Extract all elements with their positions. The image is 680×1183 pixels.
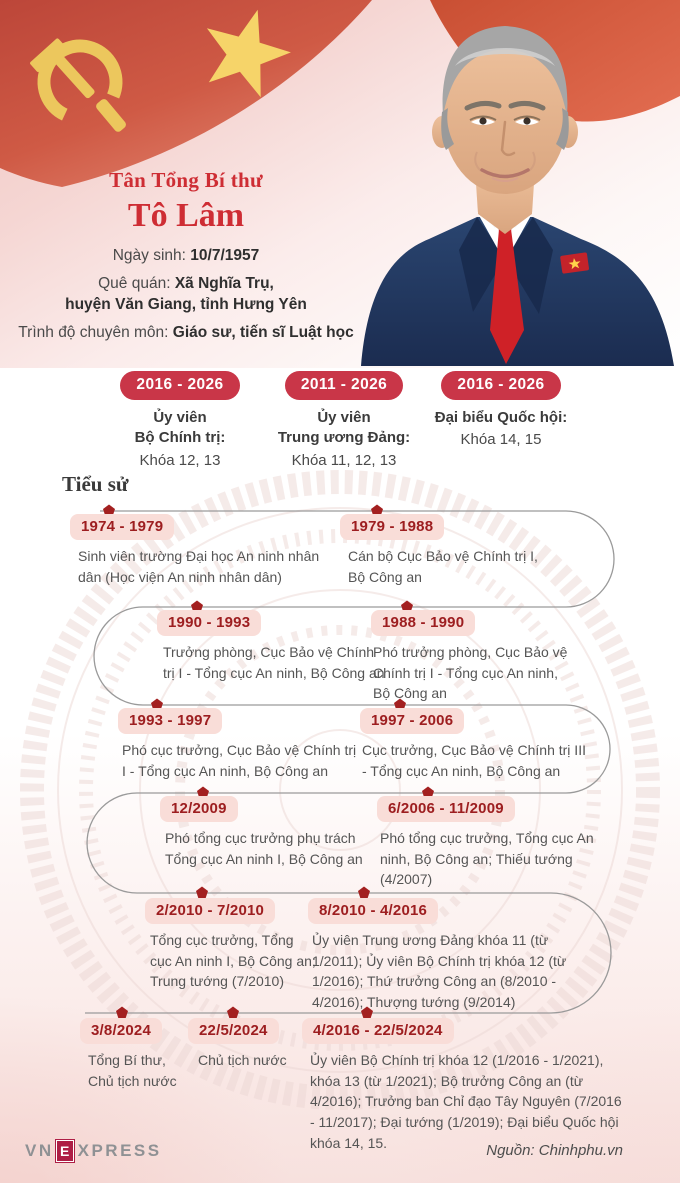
entry-date: 1988 - 1990: [371, 610, 475, 636]
period-badge: 2016 - 2026: [120, 371, 239, 400]
entry-date: 2/2010 - 7/2010: [145, 898, 275, 924]
timeline-entry: [70, 514, 343, 587]
entry-text: Trưởng phòng, Cục Bảo vệ Chính trị I - Tổng cục An ninh, Bộ Công an: [163, 644, 385, 681]
entry-date: 3/8/2024: [80, 1018, 162, 1044]
vnexpress-e-icon: E: [55, 1139, 75, 1163]
party-flag-shape: [0, 0, 372, 187]
entry-date: 4/2016 - 22/5/2024: [302, 1018, 454, 1044]
entry-date: 1993 - 1997: [118, 708, 222, 734]
biography-title: Tiểu sử: [62, 472, 129, 496]
portrait-to-lam: [355, 0, 680, 366]
timeline-entry: [80, 1018, 188, 1091]
vnexpress-logo: VN E XPRESS: [25, 1139, 162, 1163]
timeline-entry: [308, 898, 594, 1013]
entry-date: 6/2006 - 11/2009: [377, 796, 515, 822]
tenure-national-assembly: 2016 - 2026 Đại biểu Quốc hội: Khóa 14, 15: [428, 371, 574, 451]
entry-text: Cán bộ Cục Bảo vệ Chính trị I, Bộ Công an: [348, 548, 538, 585]
period-badge: 2011 - 2026: [285, 371, 403, 400]
degree-row: Trình độ chuyên môn: Giáo sư, tiến sĩ Luật học: [18, 324, 354, 342]
source-credit: Nguồn: Chinhphu.vn: [486, 1142, 623, 1159]
entry-text: Ủy viên Bộ Chính trị khóa 12 (1/2016 - 1/2021), khóa 13 (từ 1/2021); Bộ trưởng Công an (từ 4/2016); Trưởng ban Chỉ đạo Tây Nguyên (7/2016 - 11/2017); Đại tướng (1/2019); Đại biểu Quốc hội khóa 14, 15.: [310, 1052, 622, 1151]
entry-text: Ủy viên Trung ương Đảng khóa 11 (từ 1/2011); Ủy viên Bộ Chính trị khóa 12 (từ 1/2016); Thứ trưởng Công an (8/2010 - 4/2016); Thượng tướng (9/2014): [312, 932, 567, 1011]
header-section: [0, 0, 680, 368]
entry-text: Sinh viên trường Đại học An ninh nhân dân (Học viện An ninh nhân dân): [78, 548, 320, 585]
entry-date: 1979 - 1988: [340, 514, 444, 540]
timeline-entry: [145, 898, 318, 992]
entry-date: 1974 - 1979: [70, 514, 174, 540]
timeline-entry: [371, 610, 569, 704]
timeline-entry: [377, 796, 625, 890]
entry-text: Cục trưởng, Cục Bảo vệ Chính trị III - Tổng cục An ninh, Bộ Công an: [362, 742, 586, 779]
timeline-entry: [302, 1018, 622, 1154]
person-subtitle: Tân Tổng Bí thư: [109, 168, 263, 192]
timeline-entry: [340, 514, 548, 587]
entry-text: Tổng Bí thư, Chủ tịch nước: [88, 1052, 177, 1089]
tenure-politburo: 2016 - 2026 Ủy viên Bộ Chính trị: Khóa 12, 13: [108, 371, 252, 471]
entry-text: Phó trưởng phòng, Cục Bảo vệ Chính trị I - Tổng cục An ninh, Bộ Công an: [373, 644, 568, 702]
timeline-entry: [157, 610, 389, 683]
hometown-row: Quê quán: Xã Nghĩa Trụ, huyện Văn Giang, tỉnh Hưng Yên: [65, 275, 307, 314]
timeline-entry: [118, 708, 357, 781]
entry-date: 8/2010 - 4/2016: [308, 898, 438, 924]
entry-text: Tổng cục trưởng, Tổng cục An ninh I, Bộ Công an; Trung tướng (7/2010): [150, 932, 316, 990]
timeline-entry: [160, 796, 365, 869]
tenure-central-committee: 2011 - 2026 Ủy viên Trung ương Đảng: Khóa 11, 12, 13: [266, 371, 422, 471]
entry-text: Phó tổng cục trưởng phụ trách Tổng cục An ninh I, Bộ Công an: [165, 830, 363, 867]
entry-date: 22/5/2024: [188, 1018, 279, 1044]
entry-text: Chủ tịch nước: [198, 1052, 287, 1068]
period-badge: 2016 - 2026: [441, 371, 560, 400]
birth-row: Ngày sinh: 10/7/1957: [112, 247, 260, 264]
entry-date: 12/2009: [160, 796, 238, 822]
timeline-entry: [360, 708, 586, 781]
timeline-entry: [188, 1018, 308, 1071]
person-name: Tô Lâm: [127, 197, 245, 234]
entry-text: Phó cục trưởng, Cục Bảo vệ Chính trị I - Tổng cục An ninh, Bộ Công an: [122, 742, 357, 779]
entry-text: Phó tổng cục trưởng, Tổng cục An ninh, Bộ Công an; Thiếu tướng (4/2007): [380, 830, 594, 888]
entry-date: 1997 - 2006: [360, 708, 464, 734]
person-intro: [0, 168, 372, 343]
flag-pin-icon: [560, 252, 589, 274]
entry-date: 1990 - 1993: [157, 610, 261, 636]
